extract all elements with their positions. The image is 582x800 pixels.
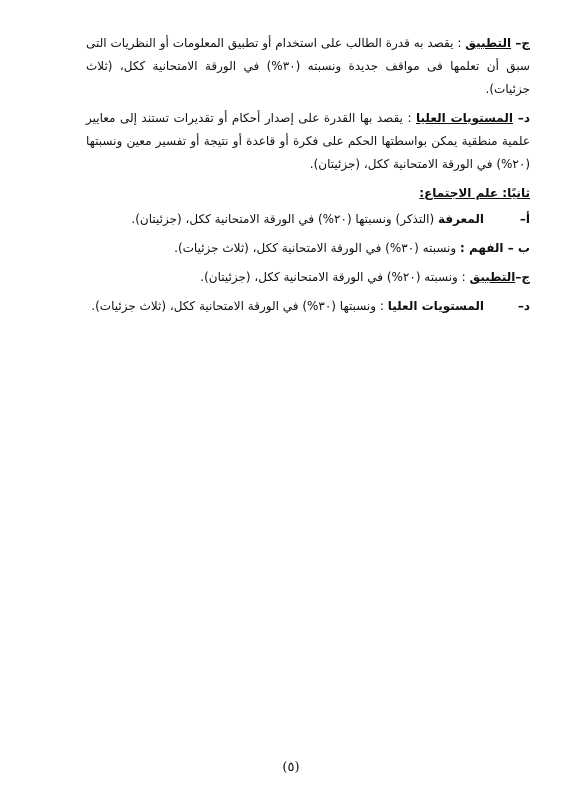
- item-text: : ونسبتها (٣٠%) في الورقة الامتحانية ككل، (ثلاث جزئيات).: [91, 299, 384, 313]
- item-title: التطبيق: [469, 270, 516, 284]
- item-letter: ج–: [515, 270, 530, 284]
- item-text: ونسبته (٣٠%) في الورقة الامتحانية ككل، (ثلاث جزئيات).: [174, 241, 457, 255]
- page-content: [86, 32, 530, 324]
- paragraph-application-sociology: [86, 266, 530, 289]
- item-text: (التذكر) ونسبتها (٢٠%) في الورقة الامتحانية ككل، (جزئيتان).: [131, 212, 435, 226]
- item-text: : يقصد بها القدرة على إصدار أحكام أو تقديرات تستند إلى معايير علمية منطقية يمكن بواسطتها الحكم على فكرة أو قاعدة أو نتيجة أو تفسير معين ونسبتها (٢٠%) في الورقة الامتحانية ككل، (جزئيتان).: [86, 111, 530, 171]
- item-letter: د–: [517, 299, 530, 313]
- item-title: التطبيق: [465, 36, 512, 50]
- item-label-application: [465, 36, 530, 50]
- item-letter: ج–: [515, 36, 530, 50]
- item-title: الفهم :: [459, 241, 504, 255]
- item-letter: ب –: [507, 241, 530, 255]
- item-title: المعرفة: [437, 212, 484, 226]
- paragraph-understanding: [86, 237, 530, 260]
- paragraph-knowledge: [86, 208, 530, 231]
- section-heading-sociology: ثانيًا: علم الاجتماع:: [419, 186, 530, 200]
- item-letter: أ–: [519, 212, 530, 226]
- item-label-application-sociology: [470, 270, 530, 284]
- page-number: (٥): [282, 760, 300, 775]
- paragraph-application: [86, 32, 530, 101]
- item-letter: د–: [517, 111, 530, 125]
- item-label-higher-levels: [416, 111, 530, 125]
- item-title: المستويات العليا: [387, 299, 484, 313]
- paragraph-higher-levels-sociology: [86, 295, 530, 318]
- item-label-understanding: [460, 241, 530, 255]
- item-text: : ونسبته (٢٠%) في الورقة الامتحانية ككل، (جزئيتان).: [200, 270, 466, 284]
- item-text: : يقصد به قدرة الطالب على استخدام أو تطبيق المعلومات أو النظريات التى سبق أن تعلمها فى مواقف جديدة ونسبته (٣٠%) في الورقة الامتحانية ككل، (ثلاث جزئيات).: [86, 36, 530, 96]
- paragraph-higher-levels: [86, 107, 530, 176]
- item-title: المستويات العليا: [416, 111, 513, 125]
